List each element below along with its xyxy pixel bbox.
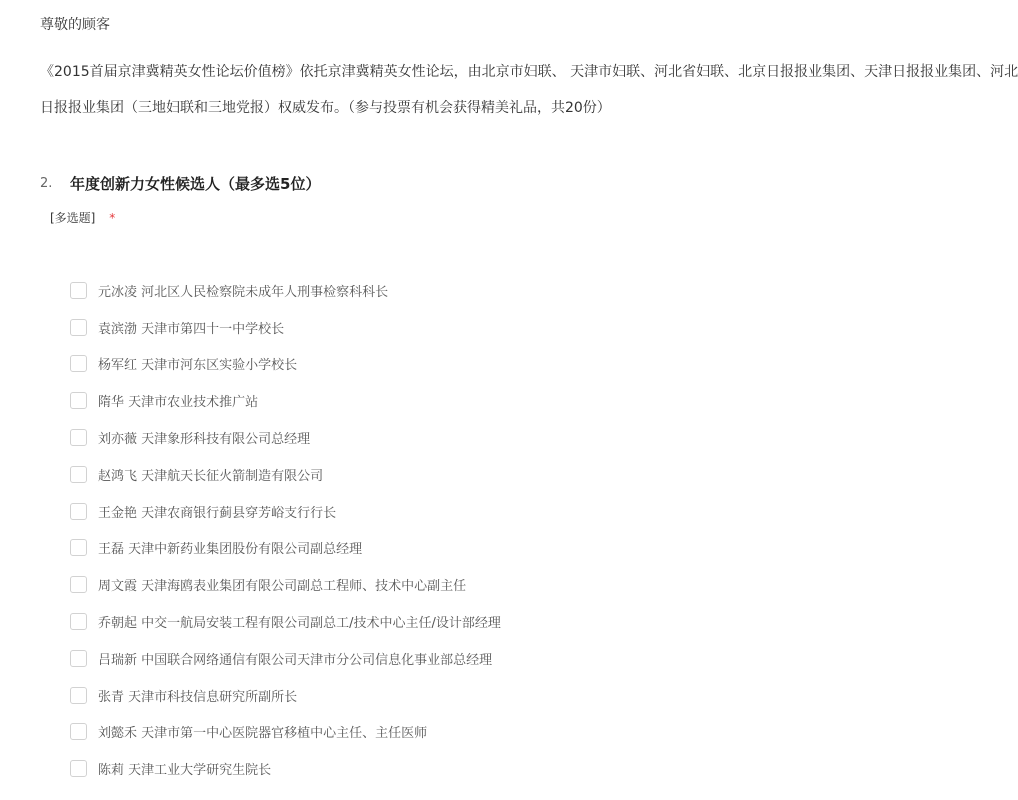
checkbox[interactable] (70, 613, 87, 630)
checkbox[interactable] (70, 319, 87, 336)
option-label: 刘亦薇 天津象形科技有限公司总经理 (98, 432, 311, 448)
option-item[interactable] (70, 750, 870, 787)
option-item[interactable] (70, 493, 870, 530)
checkbox[interactable] (70, 282, 87, 299)
option-item[interactable] (70, 566, 870, 603)
option-label: 元冰凌 河北区人民检察院未成年人刑事检察科科长 (98, 284, 389, 300)
checkbox[interactable] (70, 539, 87, 556)
option-label: 王金艳 天津农商银行蓟县穿芳峪支行行长 (98, 505, 337, 521)
option-item[interactable] (70, 419, 870, 456)
question-type-label: [多选题] (50, 211, 96, 225)
checkbox[interactable] (70, 576, 87, 593)
option-label: 周文霞 天津海鸥表业集团有限公司副总工程师、技术中心副主任 (98, 579, 467, 595)
checkbox[interactable] (70, 760, 87, 777)
question-number: 2. (40, 175, 53, 191)
option-label: 王磊 天津中新药业集团股份有限公司副总经理 (98, 542, 363, 558)
option-label: 吕瑞新 中国联合网络通信有限公司天津市分公司信息化事业部总经理 (98, 652, 493, 668)
checkbox[interactable] (70, 392, 87, 409)
checkbox[interactable] (70, 355, 87, 372)
checkbox[interactable] (70, 466, 87, 483)
intro-line: 《2015首届京津冀精英女性论坛价值榜》依托京津冀精英女性论坛，由北京市妇联、 天津市妇联、河北省妇联、北京日报报业集团、天津日报报业集团、河北 (40, 64, 1018, 80)
option-item[interactable] (70, 530, 870, 567)
option-item[interactable] (70, 714, 870, 751)
checkbox[interactable] (70, 503, 87, 520)
option-label: 杨军红 天津市河东区实验小学校长 (98, 358, 298, 374)
question-title: 年度创新力女性候选人（最多选5位） (70, 174, 321, 193)
options-list (70, 272, 870, 787)
required-mark: * (109, 211, 116, 225)
greeting-text: 尊敬的顾客 (40, 17, 110, 33)
checkbox[interactable] (70, 650, 87, 667)
option-item[interactable] (70, 346, 870, 383)
checkbox[interactable] (70, 429, 87, 446)
option-label: 陈莉 天津工业大学研究生院长 (98, 763, 272, 779)
question-type (50, 208, 115, 228)
option-label: 袁滨渤 天津市第四十一中学校长 (98, 321, 285, 337)
option-item[interactable] (70, 640, 870, 677)
option-label: 张青 天津市科技信息研究所副所长 (98, 689, 298, 705)
checkbox[interactable] (70, 687, 87, 704)
survey-intro (40, 54, 1018, 126)
checkbox[interactable] (70, 723, 87, 740)
option-label: 刘懿禾 天津市第一中心医院器官移植中心主任、主任医师 (98, 726, 428, 742)
intro-line: 日报报业集团（三地妇联和三地党报）权威发布。（参与投票有机会获得精美礼品，共20份） (40, 100, 611, 116)
option-label: 赵鸿飞 天津航天长征火箭制造有限公司 (98, 468, 324, 484)
option-item[interactable] (70, 603, 870, 640)
option-item[interactable] (70, 309, 870, 346)
option-item[interactable] (70, 382, 870, 419)
option-label: 乔朝起 中交一航局安装工程有限公司副总工/技术中心主任/设计部经理 (98, 616, 501, 632)
option-item[interactable] (70, 677, 870, 714)
question-header (40, 170, 320, 196)
option-label: 隋华 天津市农业技术推广站 (98, 395, 259, 411)
option-item[interactable] (70, 456, 870, 493)
option-item[interactable] (70, 272, 870, 309)
